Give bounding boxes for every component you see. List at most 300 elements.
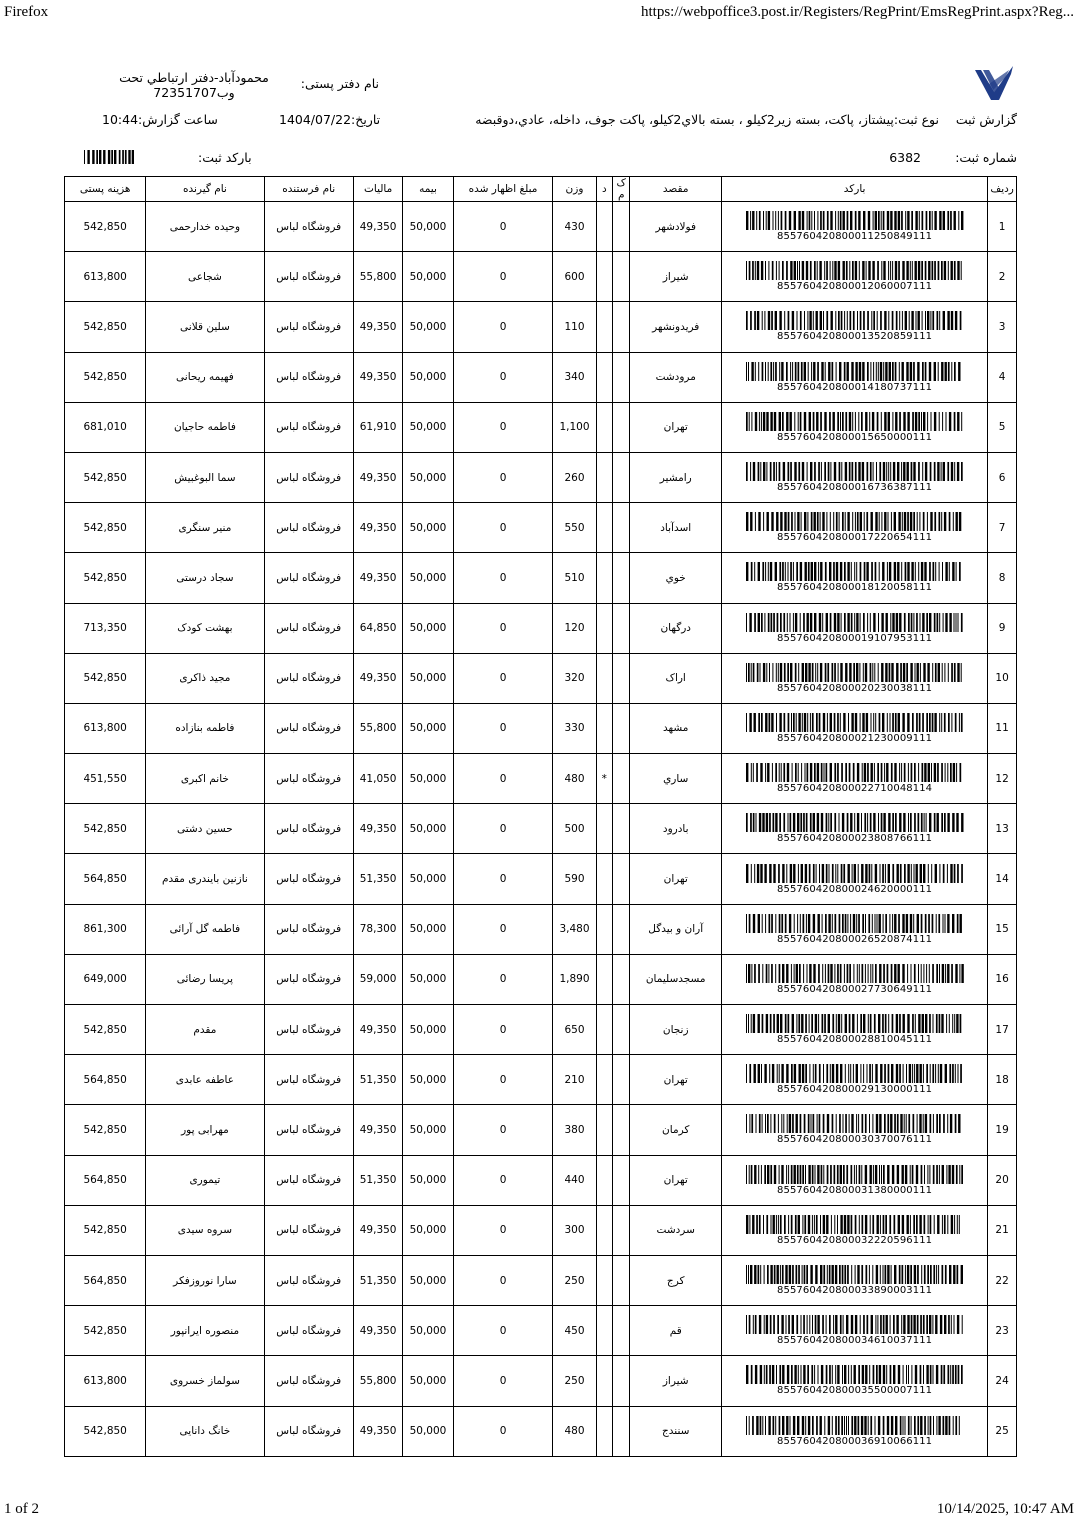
sender-cell: فروشگاه لباس [264, 1105, 353, 1155]
tax-cell: 49,350 [353, 1005, 402, 1055]
declared-cell: 0 [453, 1406, 553, 1456]
destination-cell: ساري [630, 754, 721, 804]
receiver-cell: تيموری [146, 1155, 264, 1205]
d-cell [596, 252, 612, 302]
insurance-cell: 50,000 [403, 452, 453, 502]
postage-cell: 613,800 [65, 252, 146, 302]
print-footer [4, 1501, 1074, 1519]
km-cell [613, 854, 630, 904]
d-cell [596, 1005, 612, 1055]
barcode-number: 855760420800024620000111 [777, 883, 933, 895]
km-cell [613, 754, 630, 804]
report-title: گزارش ثبت [955, 112, 1017, 127]
col-header-d: د [596, 177, 612, 202]
postage-cell: 681,010 [65, 402, 146, 452]
receiver-cell: فهيمه ريحانی [146, 352, 264, 402]
row-number: 8 [988, 553, 1017, 603]
destination-cell: آران و بيدگل [630, 904, 721, 954]
postage-cell: 542,850 [65, 503, 146, 553]
km-cell [613, 1155, 630, 1205]
receiver-cell: وحيده خدارحمی [146, 202, 264, 252]
barcode-icon [746, 1064, 964, 1083]
d-cell [596, 603, 612, 653]
row-number: 20 [988, 1155, 1017, 1205]
d-cell [596, 1105, 612, 1155]
col-header-barcode: بارکد [721, 177, 987, 202]
browser-name: Firefox [4, 4, 49, 20]
postage-cell: 542,850 [65, 804, 146, 854]
office-name: محمودآباد-دفتر ارتباطي تحت وب72351707 [119, 70, 269, 100]
col-header-destination: مقصد [630, 177, 721, 202]
row-number: 7 [988, 503, 1017, 553]
barcode-number: 855760420800031380000111 [777, 1184, 933, 1196]
table-row [65, 804, 1017, 854]
d-cell [596, 804, 612, 854]
barcode-number: 855760420800036910066111 [777, 1435, 933, 1447]
receiver-cell: شجاعی [146, 252, 264, 302]
barcode-number: 855760420800030370076111 [777, 1134, 933, 1146]
declared-cell: 0 [453, 754, 553, 804]
sender-cell: فروشگاه لباس [264, 452, 353, 502]
tax-cell: 78,300 [353, 904, 402, 954]
barcode-cell [721, 754, 987, 804]
insurance-cell: 50,000 [403, 804, 453, 854]
barcode-icon [746, 1014, 964, 1033]
km-cell [613, 703, 630, 753]
d-cell [596, 1306, 612, 1356]
insurance-cell: 50,000 [403, 854, 453, 904]
sender-cell: فروشگاه لباس [264, 1356, 353, 1406]
barcode-number: 855760420800034610037111 [777, 1335, 933, 1347]
barcode-cell [721, 804, 987, 854]
declared-cell: 0 [453, 1155, 553, 1205]
weight-cell: 480 [553, 1406, 596, 1456]
barcode-cell [721, 302, 987, 352]
sender-cell: فروشگاه لباس [264, 202, 353, 252]
row-number: 13 [988, 804, 1017, 854]
km-cell [613, 1406, 630, 1456]
receiver-cell: سروه سيدی [146, 1205, 264, 1255]
d-cell [596, 1205, 612, 1255]
row-number: 6 [988, 452, 1017, 502]
declared-cell: 0 [453, 703, 553, 753]
insurance-cell: 50,000 [403, 1155, 453, 1205]
receiver-cell: حسين دشتی [146, 804, 264, 854]
declared-cell: 0 [453, 352, 553, 402]
tax-cell: 49,350 [353, 352, 402, 402]
km-cell [613, 1306, 630, 1356]
destination-cell: زنجان [630, 1005, 721, 1055]
col-header-row-no: رديف [988, 177, 1017, 202]
insurance-cell: 50,000 [403, 202, 453, 252]
destination-cell: قم [630, 1306, 721, 1356]
registration-type: نوع ثبت:پيشتاز، پاکت، بسته زير2کيلو ، بسته بالاي2کيلو، پاکت جوف، داخله، عادي،دوقبضه [475, 112, 939, 127]
col-header-tax: ماليات [353, 177, 402, 202]
insurance-cell: 50,000 [403, 603, 453, 653]
d-cell [596, 854, 612, 904]
declared-cell: 0 [453, 452, 553, 502]
table-row [65, 1155, 1017, 1205]
tax-cell: 61,910 [353, 402, 402, 452]
km-cell [613, 804, 630, 854]
row-number: 5 [988, 402, 1017, 452]
barcode-icon [746, 613, 964, 632]
d-cell [596, 452, 612, 502]
postage-cell: 613,800 [65, 1356, 146, 1406]
insurance-cell: 50,000 [403, 653, 453, 703]
declared-cell: 0 [453, 653, 553, 703]
receiver-cell: سارا نوروزفکر [146, 1255, 264, 1305]
barcode-number: 855760420800018120058111 [777, 582, 933, 594]
km-cell [613, 452, 630, 502]
declared-cell: 0 [453, 954, 553, 1004]
insurance-cell: 50,000 [403, 954, 453, 1004]
postage-cell: 564,850 [65, 1155, 146, 1205]
receiver-cell: فاطمه حاجيان [146, 402, 264, 452]
sender-cell: فروشگاه لباس [264, 904, 353, 954]
table-row [65, 1306, 1017, 1356]
km-cell [613, 1356, 630, 1406]
barcode-number: 855760420800015650000111 [777, 431, 933, 443]
d-cell [596, 402, 612, 452]
weight-cell: 260 [553, 452, 596, 502]
receiver-cell: پريسا رضائی [146, 954, 264, 1004]
table-row [65, 503, 1017, 553]
barcode-cell [721, 1055, 987, 1105]
barcode-number: 855760420800032220596111 [777, 1234, 933, 1246]
sender-cell: فروشگاه لباس [264, 1306, 353, 1356]
sender-cell: فروشگاه لباس [264, 603, 353, 653]
receiver-cell: سجاد درستی [146, 553, 264, 603]
destination-cell: سنندج [630, 1406, 721, 1456]
weight-cell: 380 [553, 1105, 596, 1155]
destination-cell: مرودشت [630, 352, 721, 402]
barcode-number: 855760420800016736387111 [777, 482, 933, 494]
barcode-icon [746, 663, 964, 682]
km-cell [613, 1105, 630, 1155]
barcode-icon [746, 1365, 964, 1384]
insurance-cell: 50,000 [403, 1105, 453, 1155]
table-row [65, 1406, 1017, 1456]
row-number: 23 [988, 1306, 1017, 1356]
receiver-cell: سولماز خسروی [146, 1356, 264, 1406]
destination-cell: اراک [630, 653, 721, 703]
row-number: 25 [988, 1406, 1017, 1456]
destination-cell: رامشير [630, 452, 721, 502]
km-cell [613, 202, 630, 252]
insurance-cell: 50,000 [403, 1406, 453, 1456]
d-cell [596, 1255, 612, 1305]
destination-cell: کرمان [630, 1105, 721, 1155]
declared-cell: 0 [453, 854, 553, 904]
barcode-icon [746, 914, 964, 933]
d-cell [596, 904, 612, 954]
weight-cell: 340 [553, 352, 596, 402]
destination-cell: شيراز [630, 252, 721, 302]
km-cell [613, 252, 630, 302]
table-row [65, 603, 1017, 653]
weight-cell: 510 [553, 553, 596, 603]
destination-cell: مسجدسليمان [630, 954, 721, 1004]
tax-cell: 41,050 [353, 754, 402, 804]
sender-cell: فروشگاه لباس [264, 1005, 353, 1055]
tax-cell: 55,800 [353, 1356, 402, 1406]
tax-cell: 49,350 [353, 1205, 402, 1255]
col-header-receiver: نام گيرنده [146, 177, 264, 202]
d-cell [596, 553, 612, 603]
barcode-cell [721, 653, 987, 703]
row-number: 2 [988, 252, 1017, 302]
km-cell [613, 904, 630, 954]
declared-cell: 0 [453, 202, 553, 252]
registrations-table [64, 176, 1017, 1457]
receiver-cell: خانم اکبری [146, 754, 264, 804]
col-header-declared: مبلغ اظهار شده [453, 177, 553, 202]
row-number: 19 [988, 1105, 1017, 1155]
d-cell [596, 954, 612, 1004]
declared-cell: 0 [453, 1356, 553, 1406]
col-header-km: ک م [613, 177, 630, 202]
registration-line [64, 150, 1017, 168]
sender-cell: فروشگاه لباس [264, 1055, 353, 1105]
barcode-icon [746, 412, 964, 431]
row-number: 3 [988, 302, 1017, 352]
insurance-cell: 50,000 [403, 402, 453, 452]
declared-cell: 0 [453, 603, 553, 653]
postage-cell: 542,850 [65, 1105, 146, 1155]
row-number: 18 [988, 1055, 1017, 1105]
barcode-number: 855760420800014180737111 [777, 381, 933, 393]
sender-cell: فروشگاه لباس [264, 553, 353, 603]
sender-cell: فروشگاه لباس [264, 1205, 353, 1255]
d-cell [596, 1356, 612, 1406]
sender-cell: فروشگاه لباس [264, 1406, 353, 1456]
barcode-icon [746, 1215, 964, 1234]
barcode-cell [721, 703, 987, 753]
tax-cell: 49,350 [353, 1406, 402, 1456]
d-cell: * [596, 754, 612, 804]
row-number: 14 [988, 854, 1017, 904]
post-logo-icon [969, 64, 1017, 108]
barcode-number: 855760420800035500007111 [777, 1385, 933, 1397]
sender-cell: فروشگاه لباس [264, 804, 353, 854]
tax-cell: 55,800 [353, 252, 402, 302]
reg-number: 6382 [889, 150, 921, 165]
receiver-cell: سلين قلانی [146, 302, 264, 352]
row-number: 10 [988, 653, 1017, 703]
declared-cell: 0 [453, 1105, 553, 1155]
tax-cell: 59,000 [353, 954, 402, 1004]
tax-cell: 51,350 [353, 854, 402, 904]
row-number: 1 [988, 202, 1017, 252]
sender-cell: فروشگاه لباس [264, 653, 353, 703]
row-number: 9 [988, 603, 1017, 653]
km-cell [613, 402, 630, 452]
postage-cell: 649,000 [65, 954, 146, 1004]
barcode-label: بارکد ثبت: [198, 150, 252, 165]
weight-cell: 250 [553, 1255, 596, 1305]
barcode-number: 855760420800028810045111 [777, 1034, 933, 1046]
barcode-cell [721, 1205, 987, 1255]
receiver-cell: نازنين بايندری مقدم [146, 854, 264, 904]
destination-cell: مشهد [630, 703, 721, 753]
table-row [65, 1356, 1017, 1406]
barcode-number: 855760420800011250849111 [777, 231, 933, 243]
d-cell [596, 352, 612, 402]
barcode-cell [721, 1356, 987, 1406]
page-info: 1 of 2 [4, 1501, 39, 1517]
tax-cell: 49,350 [353, 202, 402, 252]
print-datetime: 10/14/2025, 10:47 AM [936, 1501, 1074, 1517]
insurance-cell: 50,000 [403, 553, 453, 603]
barcode-cell [721, 854, 987, 904]
destination-cell: تهران [630, 1155, 721, 1205]
weight-cell: 330 [553, 703, 596, 753]
row-number: 24 [988, 1356, 1017, 1406]
barcode-cell [721, 1155, 987, 1205]
insurance-cell: 50,000 [403, 1205, 453, 1255]
tax-cell: 49,350 [353, 804, 402, 854]
km-cell [613, 352, 630, 402]
insurance-cell: 50,000 [403, 1005, 453, 1055]
barcode-number: 855760420800021230009111 [777, 732, 933, 744]
table-row [65, 352, 1017, 402]
km-cell [613, 1005, 630, 1055]
barcode-icon [746, 512, 964, 531]
table-row [65, 703, 1017, 753]
d-cell [596, 703, 612, 753]
row-number: 22 [988, 1255, 1017, 1305]
insurance-cell: 50,000 [403, 1306, 453, 1356]
insurance-cell: 50,000 [403, 252, 453, 302]
tax-cell: 49,350 [353, 302, 402, 352]
barcode-icon [746, 311, 964, 330]
postage-cell: 542,850 [65, 202, 146, 252]
km-cell [613, 1205, 630, 1255]
report-date: تاريخ:1404/07/22 [279, 112, 381, 127]
tax-cell: 55,800 [353, 703, 402, 753]
barcode-cell [721, 402, 987, 452]
barcode-cell [721, 1105, 987, 1155]
d-cell [596, 653, 612, 703]
declared-cell: 0 [453, 503, 553, 553]
table-row [65, 1055, 1017, 1105]
weight-cell: 210 [553, 1055, 596, 1105]
insurance-cell: 50,000 [403, 1356, 453, 1406]
postage-cell: 542,850 [65, 1306, 146, 1356]
weight-cell: 320 [553, 653, 596, 703]
barcode-number: 855760420800012060007111 [777, 281, 933, 293]
destination-cell: خوي [630, 553, 721, 603]
postage-cell: 542,850 [65, 1406, 146, 1456]
km-cell [613, 603, 630, 653]
postage-cell: 542,850 [65, 653, 146, 703]
weight-cell: 600 [553, 252, 596, 302]
barcode-icon [746, 1265, 964, 1284]
barcode-cell [721, 603, 987, 653]
sender-cell: فروشگاه لباس [264, 1255, 353, 1305]
reg-number-label: شماره ثبت: [955, 150, 1017, 165]
table-row [65, 854, 1017, 904]
receiver-cell: عاطفه عابدی [146, 1055, 264, 1105]
barcode-icon [746, 864, 964, 883]
barcode-icon [746, 362, 964, 381]
postage-cell: 542,850 [65, 1205, 146, 1255]
receiver-cell: بهشت کودک [146, 603, 264, 653]
office-label: نام دفتر پستی: [300, 76, 379, 91]
declared-cell: 0 [453, 402, 553, 452]
receiver-cell: سما البوغبيش [146, 452, 264, 502]
barcode-cell [721, 1306, 987, 1356]
sender-cell: فروشگاه لباس [264, 352, 353, 402]
barcode-cell [721, 503, 987, 553]
barcode-icon [746, 813, 964, 832]
sender-cell: فروشگاه لباس [264, 503, 353, 553]
declared-cell: 0 [453, 252, 553, 302]
col-header-sender: نام فرستنده [264, 177, 353, 202]
tax-cell: 49,350 [353, 653, 402, 703]
receiver-cell: منير سنگری [146, 503, 264, 553]
declared-cell: 0 [453, 1055, 553, 1105]
barcode-number: 855760420800033890003111 [777, 1285, 933, 1297]
barcode-cell [721, 252, 987, 302]
receiver-cell: مقدم [146, 1005, 264, 1055]
row-number: 16 [988, 954, 1017, 1004]
table-row [65, 1105, 1017, 1155]
d-cell [596, 202, 612, 252]
tax-cell: 49,350 [353, 452, 402, 502]
d-cell [596, 302, 612, 352]
km-cell [613, 954, 630, 1004]
table-row [65, 1005, 1017, 1055]
declared-cell: 0 [453, 553, 553, 603]
tax-cell: 64,850 [353, 603, 402, 653]
page-url: https://webpoffice3.post.ir/Registers/RegPrint/EmsRegPrint.aspx?Reg... [640, 4, 1074, 20]
insurance-cell: 50,000 [403, 352, 453, 402]
d-cell [596, 1155, 612, 1205]
barcode-icon [746, 1315, 964, 1334]
barcode-number: 855760420800013520859111 [777, 331, 933, 343]
sender-cell: فروشگاه لباس [264, 954, 353, 1004]
report-time: ساعت گزارش:10:44 [102, 112, 218, 127]
declared-cell: 0 [453, 804, 553, 854]
postage-cell: 564,850 [65, 1055, 146, 1105]
destination-cell: کرج [630, 1255, 721, 1305]
barcode-number: 855760420800020230038111 [777, 682, 933, 694]
barcode-icon [746, 1416, 964, 1435]
postage-cell: 713,350 [65, 603, 146, 653]
weight-cell: 450 [553, 1306, 596, 1356]
receiver-cell: منصوره ايرانپور [146, 1306, 264, 1356]
postage-cell: 564,850 [65, 854, 146, 904]
postage-cell: 542,850 [65, 302, 146, 352]
col-header-postage: هزينه پستی [65, 177, 146, 202]
declared-cell: 0 [453, 1306, 553, 1356]
destination-cell: تهران [630, 1055, 721, 1105]
row-number: 11 [988, 703, 1017, 753]
tax-cell: 49,350 [353, 1306, 402, 1356]
receiver-cell: مجيد ذاکری [146, 653, 264, 703]
d-cell [596, 1406, 612, 1456]
table-row [65, 202, 1017, 252]
row-number: 17 [988, 1005, 1017, 1055]
weight-cell: 250 [553, 1356, 596, 1406]
destination-cell: شيراز [630, 1356, 721, 1406]
weight-cell: 650 [553, 1005, 596, 1055]
barcode-icon [746, 1114, 964, 1133]
table-row [65, 452, 1017, 502]
print-header [4, 4, 1074, 22]
